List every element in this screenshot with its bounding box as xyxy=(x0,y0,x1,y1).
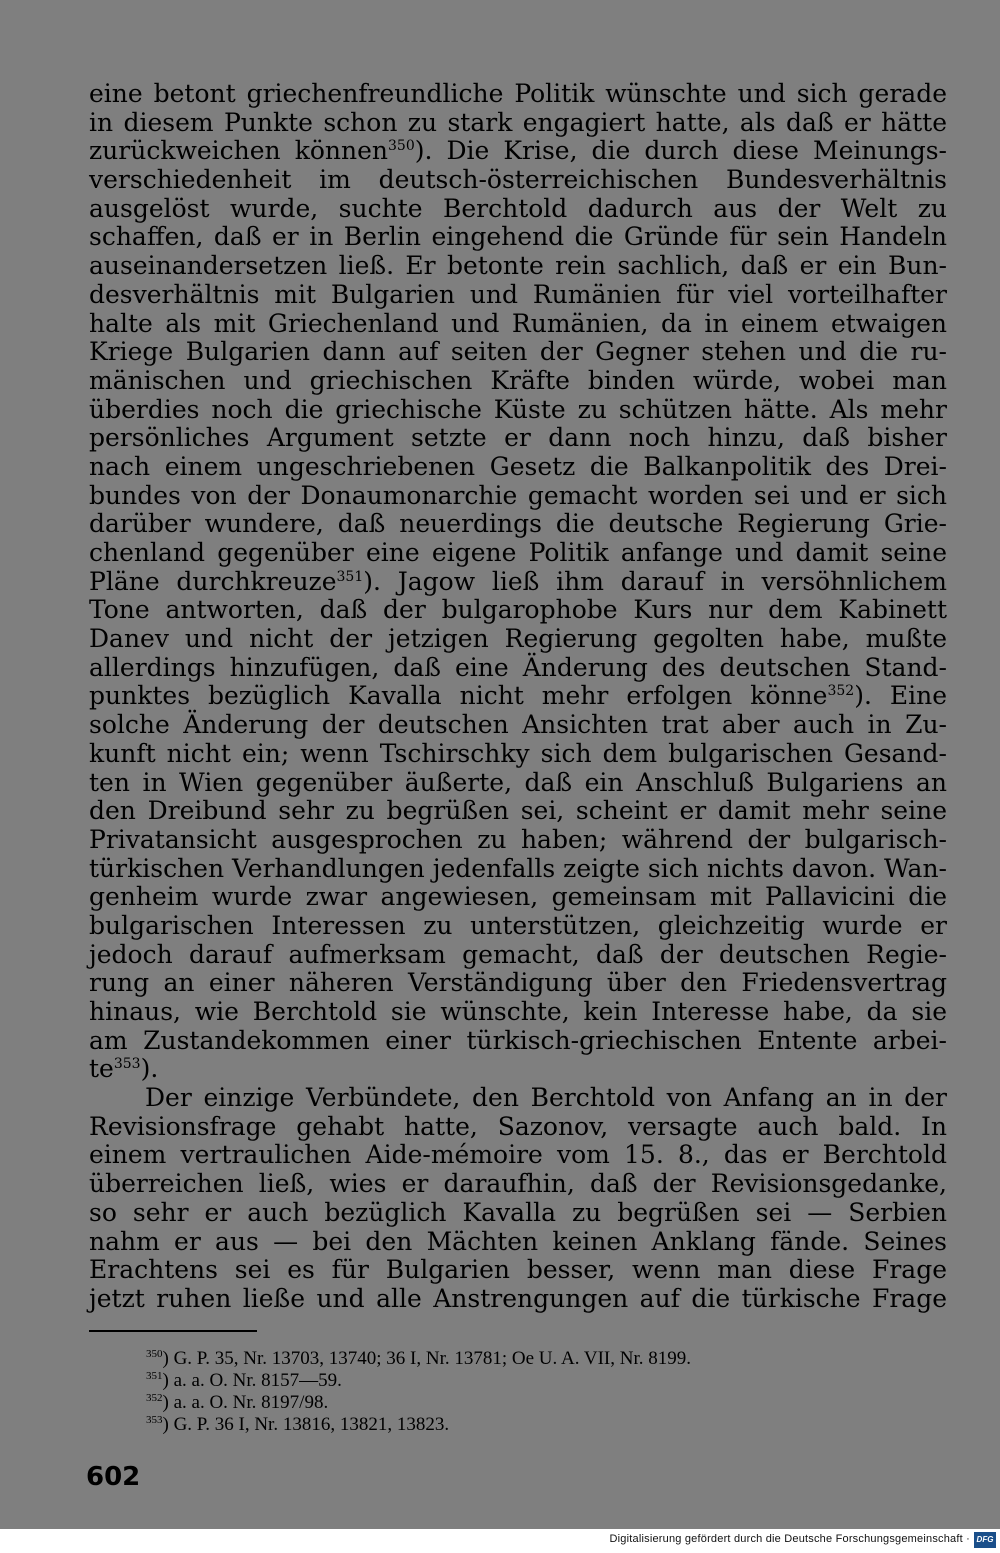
text-line xyxy=(89,1285,947,1314)
line-text: Revisionsfrage gehabt hatte, Sazonov, versagte auch bald. In xyxy=(89,1111,947,1141)
text-line xyxy=(89,969,947,998)
text-line xyxy=(89,396,947,425)
credit-bar xyxy=(0,1529,1000,1553)
text-line xyxy=(89,453,947,482)
line-text: halte als mit Griechenland und Rumänien, da in einem etwaigen xyxy=(89,308,947,338)
line-text: persönliches Argument setzte er dann noch hinzu, daß bisher xyxy=(89,423,947,453)
text-line xyxy=(89,625,947,654)
line-text: desverhältnis mit Bulgarien und Rumänien für viel vorteilhafter xyxy=(89,279,947,309)
line-text: punktes bezüglich Kavalla nicht mehr erfolgen könne xyxy=(89,681,828,711)
text-line xyxy=(89,654,947,683)
line-text: Erachtens sei es für Bulgarien besser, wenn man diese Frage xyxy=(89,1255,947,1285)
text-line xyxy=(89,482,947,511)
text-line xyxy=(89,941,947,970)
line-text: ausgelöst wurde, suchte Berchtold dadurch aus der Welt zu xyxy=(89,193,947,223)
line-text: Tone antworten, daß der bulgarophobe Kurs nur dem Kabinett xyxy=(89,595,947,625)
line-text-after-ref: ). Jagow ließ ihm darauf in versöhnlichem xyxy=(363,566,948,596)
line-text: Kriege Bulgarien dann auf seiten der Gegner stehen und die ru- xyxy=(89,337,947,367)
text-line xyxy=(89,80,947,109)
text-line xyxy=(89,797,947,826)
text-line xyxy=(89,367,947,396)
line-text: Danev und nicht der jetzigen Regierung gegolten habe, mußte xyxy=(89,624,947,654)
text-line xyxy=(89,424,947,453)
footnote-number: 351 xyxy=(146,1370,163,1382)
text-line xyxy=(89,1228,947,1257)
text-line xyxy=(89,826,947,855)
text-line xyxy=(89,998,947,1027)
line-text: überreichen ließ, wies er daraufhin, daß der Revisionsgedanke, xyxy=(89,1169,947,1199)
text-line xyxy=(89,711,947,740)
text-line xyxy=(89,1256,947,1285)
text-line xyxy=(89,682,947,711)
line-text-after-ref: ). xyxy=(140,1054,159,1084)
line-text-after-ref: ). Die Krise, die durch diese Meinungs- xyxy=(414,136,947,166)
line-text: nach einem ungeschriebenen Gesetz die Balkanpolitik des Drei- xyxy=(89,451,947,481)
footnote xyxy=(146,1348,946,1370)
line-text: mänischen und griechischen Kräfte binden würde, wobei man xyxy=(89,365,947,395)
line-text: hinaus, wie Berchtold sie wünschte, kein Interesse habe, da sie xyxy=(89,997,947,1026)
text-line xyxy=(89,539,947,568)
line-text: überdies noch die griechische Küste zu schützen hätte. Als mehr xyxy=(89,394,947,424)
text-line xyxy=(89,338,947,367)
dfg-logo-icon: DFG xyxy=(974,1532,996,1548)
footnote-text: ) a. a. O. Nr. 8157—59. xyxy=(162,1370,342,1391)
page-number: 602 xyxy=(86,1462,141,1492)
line-text: Privatansicht ausgesprochen zu haben; während der bulgarisch- xyxy=(89,824,947,854)
line-text: genheim wurde zwar angewiesen, gemeinsam mit Pallavicini die xyxy=(89,882,947,912)
footnote-text: ) G. P. 35, Nr. 13703, 13740; 36 I, Nr. 13781; Oe U. A. VII, Nr. 8199. xyxy=(162,1348,691,1369)
footnote-ref: 351 xyxy=(336,568,364,585)
footnote-text: ) G. P. 36 I, Nr. 13816, 13821, 13823. xyxy=(162,1414,450,1435)
text-line xyxy=(89,568,947,597)
text-line xyxy=(89,1170,947,1199)
line-text: nahm er aus — bei den Mächten keinen Anklang fände. Seines xyxy=(89,1226,947,1256)
text-line xyxy=(89,137,947,166)
footnote xyxy=(146,1370,946,1392)
text-line xyxy=(89,1027,947,1056)
text-line xyxy=(89,769,947,798)
text-line xyxy=(89,1113,947,1142)
footnote-ref: 352 xyxy=(827,683,855,700)
text-line xyxy=(89,252,947,281)
line-text: in diesem Punkte schon zu stark engagiert hatte, als daß er hätte xyxy=(89,107,947,137)
text-line xyxy=(89,740,947,769)
footnote-number: 352 xyxy=(146,1392,163,1404)
line-text: am Zustandekommen einer türkisch-griechischen Entente arbei- xyxy=(89,1025,947,1055)
line-text: zurückweichen können xyxy=(89,136,388,166)
text-line xyxy=(89,310,947,339)
text-line xyxy=(89,596,947,625)
line-text: einem vertraulichen Aide-mémoire vom 15. 8., das er Berchtold xyxy=(89,1140,947,1170)
text-line xyxy=(89,1141,947,1170)
line-text: bulgarischen Interessen zu unterstützen, gleichzeitig wurde er xyxy=(89,910,947,940)
line-text: bundes von der Donaumonarchie gemacht worden sei und er sich xyxy=(89,480,947,510)
line-text: den Dreibund sehr zu begrüßen sei, scheint er damit mehr seine xyxy=(89,796,947,826)
footnote-number: 350 xyxy=(146,1348,163,1360)
text-line xyxy=(89,281,947,310)
line-text: schaffen, daß er in Berlin eingehend die Gründe für sein Handeln xyxy=(89,222,947,252)
line-text: te xyxy=(89,1054,114,1084)
footnote-ref: 353 xyxy=(113,1056,141,1073)
line-text: verschiedenheit im deutsch-österreichischen Bundesverhältnis xyxy=(89,165,947,195)
footnotes xyxy=(146,1348,946,1436)
footnote-ref: 350 xyxy=(388,138,415,155)
line-text: Der einzige Verbündete, den Berchtold von Anfang an in der xyxy=(145,1083,947,1113)
text-line xyxy=(89,223,947,252)
text-line xyxy=(89,166,947,195)
line-text: darüber wundere, daß neuerdings die deutsche Regierung Grie- xyxy=(89,509,947,539)
line-text: ten in Wien gegenüber äußerte, daß ein Anschluß Bulgariens an xyxy=(89,767,947,797)
footnote-number: 353 xyxy=(146,1414,163,1426)
line-text: kunft nicht ein; wenn Tschirschky sich dem bulgarischen Gesand- xyxy=(89,738,947,768)
text-line xyxy=(89,855,947,884)
line-text: jetzt ruhen ließe und alle Anstrengungen auf die türkische Frage xyxy=(89,1283,947,1313)
text-line xyxy=(89,510,947,539)
line-text: so sehr er auch bezüglich Kavalla zu begrüßen sei — Serbien xyxy=(89,1197,947,1227)
footnote xyxy=(146,1392,946,1414)
text-line xyxy=(89,883,947,912)
line-text: Pläne durchkreuze xyxy=(89,566,337,596)
line-text: allerdings hinzufügen, daß eine Änderung des deutschen Stand- xyxy=(89,652,947,682)
footnote-divider xyxy=(89,1330,257,1332)
text-line xyxy=(89,109,947,138)
line-text: jedoch darauf aufmerksam gemacht, daß der deutschen Regie- xyxy=(89,939,947,969)
text-line xyxy=(89,195,947,224)
line-text: solche Änderung der deutschen Ansichten trat aber auch in Zu- xyxy=(89,710,947,740)
text-line xyxy=(89,1199,947,1228)
line-text: eine betont griechenfreundliche Politik wünschte und sich gerade xyxy=(89,79,947,108)
footnote-text: ) a. a. O. Nr. 8197/98. xyxy=(162,1392,329,1413)
line-text: rung an einer näheren Verständigung über den Friedensvertrag xyxy=(89,968,947,998)
footnote xyxy=(146,1414,946,1436)
text-line xyxy=(89,1084,947,1113)
line-text-after-ref: ). Eine xyxy=(854,681,947,711)
body-text xyxy=(89,80,947,1314)
funding-credit: Digitalisierung gefördert durch die Deutsche Forschungsgemeinschaft · xyxy=(609,1533,970,1545)
text-line xyxy=(89,912,947,941)
line-text: chenland gegenüber eine eigene Politik anfange und damit seine xyxy=(89,538,947,567)
text-line xyxy=(89,1055,947,1084)
line-text: auseinandersetzen ließ. Er betonte rein sachlich, daß er ein Bun- xyxy=(89,251,947,281)
line-text: türkischen Verhandlungen jedenfalls zeigte sich nichts davon. Wan- xyxy=(89,853,947,883)
